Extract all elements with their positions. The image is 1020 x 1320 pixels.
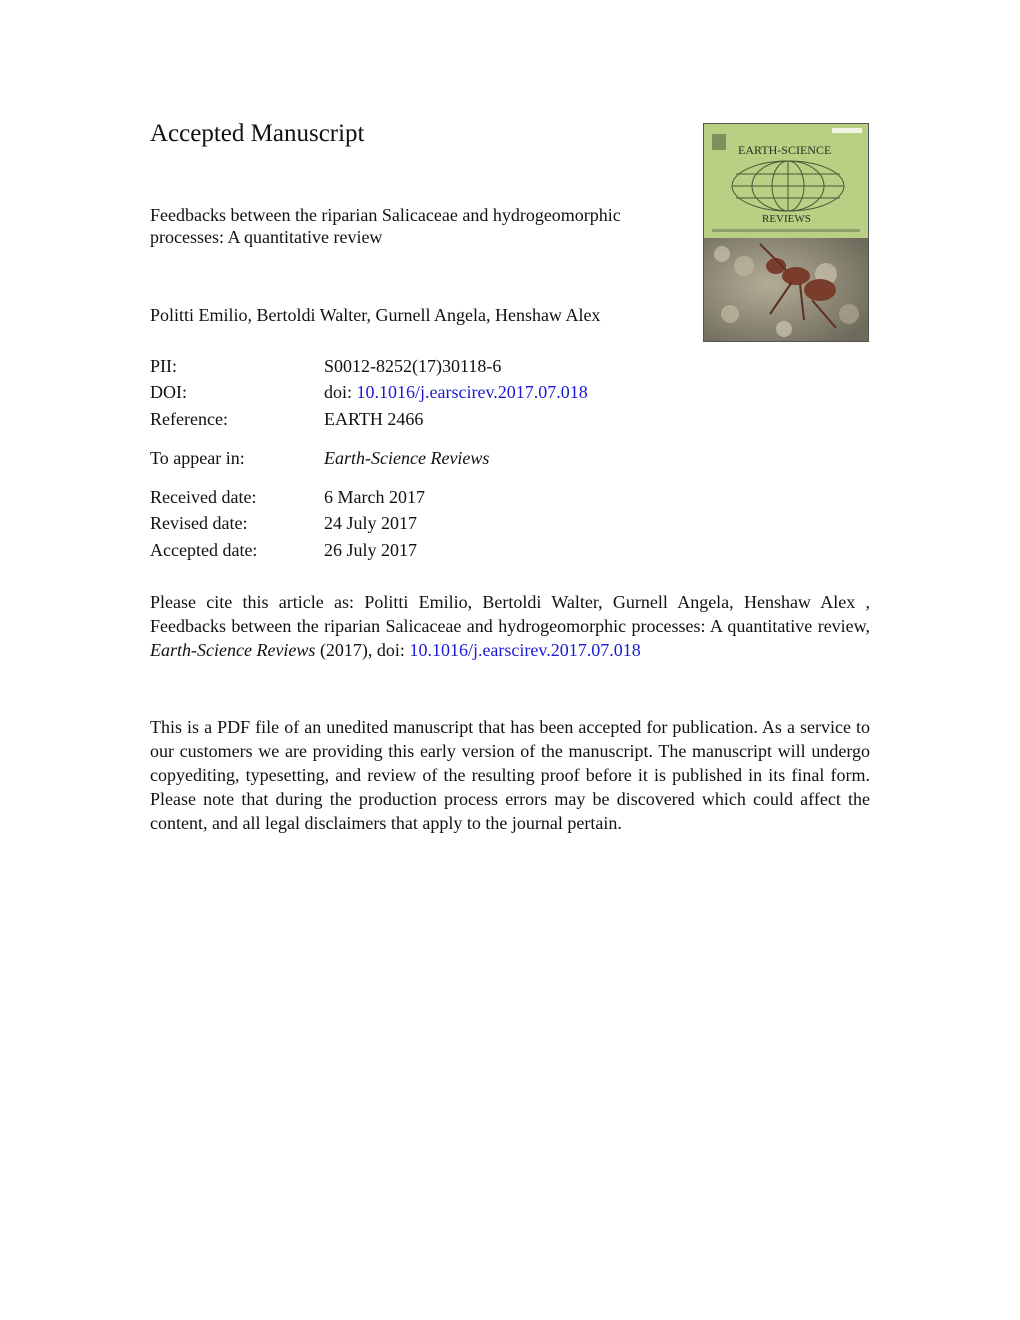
doi-value-container	[324, 381, 588, 403]
reference-label: Reference:	[150, 409, 228, 429]
journal-name: Earth-Science Reviews	[324, 448, 490, 468]
manuscript-notice: This is a PDF file of an unedited manuscript that has been accepted for publication. As a service to our customers we are providing this early version of the manuscript. The manuscript will undergo copyediting, typesetting, and review of the resulting proof before it is published in its final form. Please note that during the production process errors may be discovered which could affect the content, and all legal disclaimers that apply to the journal pertain.	[150, 717, 870, 833]
cover-journal-name: EARTH-SCIENCE	[738, 143, 832, 157]
citation-doi-link[interactable]: 10.1016/j.earscirev.2017.07.018	[409, 640, 641, 660]
citation-journal: Earth-Science Reviews	[150, 640, 316, 660]
appear-label: To appear in:	[150, 448, 245, 468]
accepted-value: 26 July 2017	[324, 540, 418, 560]
received-label: Received date:	[150, 487, 257, 507]
doi-label: DOI:	[150, 382, 187, 402]
journal-cover-art	[704, 124, 868, 341]
publisher-logo-icon	[712, 134, 726, 150]
citation-middle: (2017), doi:	[315, 640, 410, 660]
doi-prefix: doi:	[324, 382, 353, 402]
accepted-label: Accepted date:	[150, 540, 258, 560]
citation-text: Please cite this article as: Politti Emilio, Bertoldi Walter, Gurnell Angela, Henshaw Alex , Feedbacks between the riparian Salicaceae and hydrogeomorphic processes: A quantitative review,	[150, 592, 870, 636]
cover-journal-subtitle: REVIEWS	[762, 213, 811, 225]
received-value: 6 March 2017	[324, 487, 425, 507]
citation-paragraph	[150, 590, 870, 662]
pii-label: PII:	[150, 356, 177, 376]
revised-label: Revised date:	[150, 513, 248, 533]
page-title: Accepted Manuscript	[150, 120, 365, 147]
journal-cover-image	[703, 123, 869, 342]
reference-value: EARTH 2466	[324, 409, 424, 429]
cover-label-strip	[832, 128, 862, 133]
article-title: Feedbacks between the riparian Salicaceae and hydrogeomorphic processes: A quantitative review	[150, 205, 621, 247]
pii-value: S0012-8252(17)30118-6	[324, 356, 502, 376]
globe-icon	[732, 161, 844, 211]
revised-value: 24 July 2017	[324, 513, 418, 533]
cover-tagline-line	[712, 229, 860, 232]
author-list: Politti Emilio, Bertoldi Walter, Gurnell Angela, Henshaw Alex	[150, 305, 601, 325]
doi-link[interactable]: 10.1016/j.earscirev.2017.07.018	[356, 382, 588, 402]
